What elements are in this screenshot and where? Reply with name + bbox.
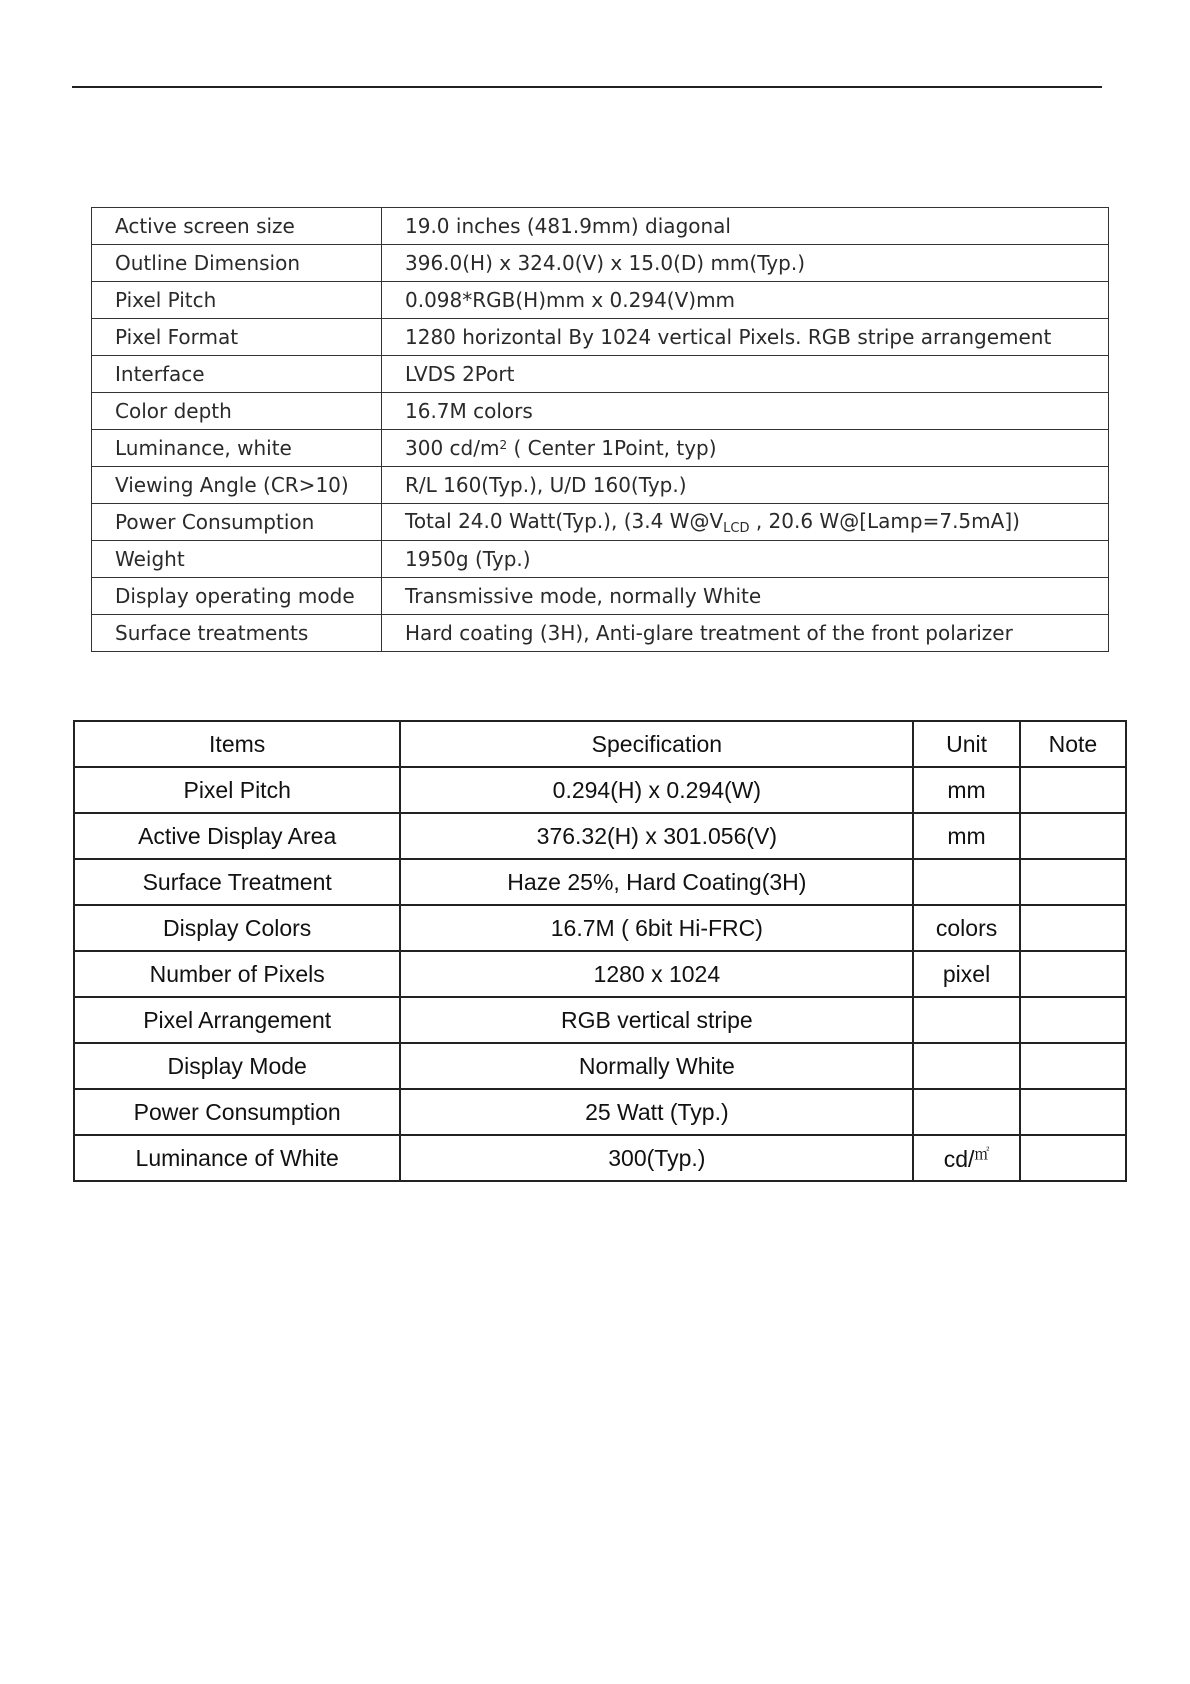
table-row [92,356,1109,393]
note-cell [1020,767,1126,813]
table-row [92,504,1109,541]
spec-value: R/L 160(Typ.), U/D 160(Typ.) [382,467,1109,504]
spec-cell: 16.7M ( 6bit Hi-FRC) [400,905,913,951]
spec-label: Luminance, white [92,430,382,467]
spec-label: Surface treatments [92,615,382,652]
spec-value [382,504,1109,541]
unit-cell: mm [913,813,1019,859]
note-cell [1020,1135,1126,1181]
table-row [74,997,1126,1043]
table-row [74,813,1126,859]
table-row [92,393,1109,430]
table-header-row [74,721,1126,767]
item-cell: Power Consumption [74,1089,400,1135]
table-row [92,578,1109,615]
table-row [92,208,1109,245]
spec-value [382,430,1109,467]
spec-label: Viewing Angle (CR>10) [92,467,382,504]
item-cell: Luminance of White [74,1135,400,1181]
unit-cell [913,1135,1019,1181]
spec-cell: 25 Watt (Typ.) [400,1089,913,1135]
table-row [74,1089,1126,1135]
note-cell [1020,951,1126,997]
note-cell [1020,905,1126,951]
item-cell: Surface Treatment [74,859,400,905]
item-spec-table [73,720,1127,1182]
spec-value: 19.0 inches (481.9mm) diagonal [382,208,1109,245]
spec-value: LVDS 2Port [382,356,1109,393]
value-text: ( Center 1Point, typ) [507,436,717,460]
note-cell [1020,1043,1126,1089]
spec-cell: Normally White [400,1043,913,1089]
header-rule [72,86,1102,88]
item-cell: Active Display Area [74,813,400,859]
spec-cell: 0.294(H) x 0.294(W) [400,767,913,813]
spec-value: Transmissive mode, normally White [382,578,1109,615]
unit-text: cd/ [943,1146,975,1172]
spec-label: Color depth [92,393,382,430]
spec-value: 1950g (Typ.) [382,541,1109,578]
spec-value: 396.0(H) x 324.0(V) x 15.0(D) mm(Typ.) [382,245,1109,282]
unit-cell: pixel [913,951,1019,997]
spec-cell: 300(Typ.) [400,1135,913,1181]
spec-cell: Haze 25%, Hard Coating(3H) [400,859,913,905]
spec-label: Pixel Format [92,319,382,356]
unit-cell [913,1089,1019,1135]
table-row [92,541,1109,578]
note-cell [1020,859,1126,905]
column-header-specification: Specification [400,721,913,767]
spec-cell: 376.32(H) x 301.056(V) [400,813,913,859]
column-header-unit: Unit [913,721,1019,767]
value-text: Total 24.0 Watt(Typ.), (3.4 W@V [405,508,724,533]
spec-cell: RGB vertical stripe [400,997,913,1043]
unit-cell: mm [913,767,1019,813]
spec-value: 1280 horizontal By 1024 vertical Pixels. RGB stripe arrangement [382,319,1109,356]
table-row [92,319,1109,356]
table-row [74,767,1126,813]
table-row [92,467,1109,504]
table-row [74,905,1126,951]
table-row [92,245,1109,282]
column-header-items: Items [74,721,400,767]
item-cell: Pixel Arrangement [74,997,400,1043]
item-cell: Number of Pixels [74,951,400,997]
spec-label: Power Consumption [92,504,382,541]
table-row [92,615,1109,652]
spec-label: Outline Dimension [92,245,382,282]
table-row [92,282,1109,319]
unit-cell [913,859,1019,905]
spec-label: Active screen size [92,208,382,245]
item-cell: Pixel Pitch [74,767,400,813]
subscript: LCD [723,520,750,536]
note-cell [1020,813,1126,859]
table-row [74,1043,1126,1089]
unit-cell [913,1043,1019,1089]
note-cell [1020,997,1126,1043]
spec-cell: 1280 x 1024 [400,951,913,997]
spec-value: 16.7M colors [382,393,1109,430]
note-cell [1020,1089,1126,1135]
spec-value: 0.098*RGB(H)mm x 0.294(V)mm [382,282,1109,319]
table-row [74,1135,1126,1181]
value-text: 300 cd/m [405,436,500,460]
spec-label: Interface [92,356,382,393]
table-row [74,951,1126,997]
value-text: , 20.6 W@[Lamp=7.5mA]) [749,508,1020,533]
general-spec-table [91,207,1109,652]
column-header-note: Note [1020,721,1126,767]
superscript: 2 [499,438,508,452]
table-row [92,430,1109,467]
table-row [74,859,1126,905]
spec-value: Hard coating (3H), Anti-glare treatment of the front polarizer [382,615,1109,652]
item-cell: Display Colors [74,905,400,951]
spec-label: Display operating mode [92,578,382,615]
unit-cell [913,997,1019,1043]
superscript: ㎡ [974,1146,990,1163]
item-cell: Display Mode [74,1043,400,1089]
spec-label: Pixel Pitch [92,282,382,319]
unit-cell: colors [913,905,1019,951]
spec-label: Weight [92,541,382,578]
